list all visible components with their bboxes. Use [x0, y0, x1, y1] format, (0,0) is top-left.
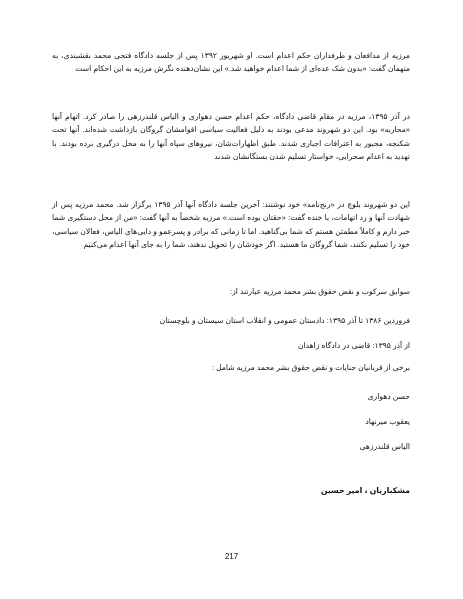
victim-name: الیاس قلندرزهی [359, 442, 410, 451]
paragraph-intro: مرزیه از مدافعان و طرفداران حکم اعدام است. او شهریور ۱۳۹۲ پس از جلسه دادگاه فتحی محمد نقشبندی، به متهمان گفت: «بدون شک عده‌ای از شما اعدام خواهید شد.» این نشان‌دهنده نگرش مرزیه به این احکام است [52, 51, 410, 74]
paragraph-testimony: این دو شهروند بلوچ در «رنج‌نامه» خود نوشتند: آخرین جلسه دادگاه آنها آذر ۱۳۹۵ برگزار شد. محمد مرزیه پس از شهادت آنها و رد اتهامات، با خنده گفت: «حقتان بوده است.» مرزیه شخصاً به آنها گفت: «من از محل دستگیری شما خبر دارم و کاملاً مطمئن هستم که شما بی‌گناهید. اما تا زمانی که برادر و پسرعمو و دایی‌های الیاس، فعالان سیاسی، خود را تسلیم نکنند، شما گروگان ما هستید. اگر خودشان را تحویل ندهند، شما را به جای آنها اعدام می‌کنیم [52, 200, 410, 249]
paragraph-verdict: در آذر ۱۳۹۵، مرزیه در مقام قاضی دادگاه، حکم اعدام حسن دهواری و الیاس قلندرزهی را صادر کرد. اتهام آنها «محاربه» بود. این دو شهروند مدعی بودند به دلیل فعالیت سیاسی اقوامشان گروگان بازداشت شده‌اند. آنها تحت شکنجه، مجبور به اعترافات اجباری شدند. طبق اظهارات‌شان، نیروهای سپاه آنها را به محل درگیری برده بودند. با تهدید به اعدام صحرایی، خواستار تسلیم شدن بستگانشان شدند [52, 112, 410, 161]
victim-name: حسن دهواری [367, 392, 410, 401]
record-item-prosecutor: فروردین ۱۳۸۶ تا آذر ۱۳۹۵: دادستان عمومی و انقلاب استان سیستان و بلوچستان [159, 316, 410, 325]
victims-intro: برخی از قربانیان جنایات و نقض حقوق بشر محمد مرزیه شامل : [211, 363, 410, 372]
record-item-judge: از آذر ۱۳۹۵: قاضی در دادگاه زاهدان [297, 341, 410, 350]
record-intro: سوابق سرکوب و نقض حقوق بشر محمد مرزیه عبارتند از: [230, 287, 410, 296]
author-name: مشکباریان ، امیر حسین [320, 486, 410, 495]
victim-name: یعقوب میرنهاد [365, 417, 410, 426]
page-number: 217 [224, 552, 239, 561]
